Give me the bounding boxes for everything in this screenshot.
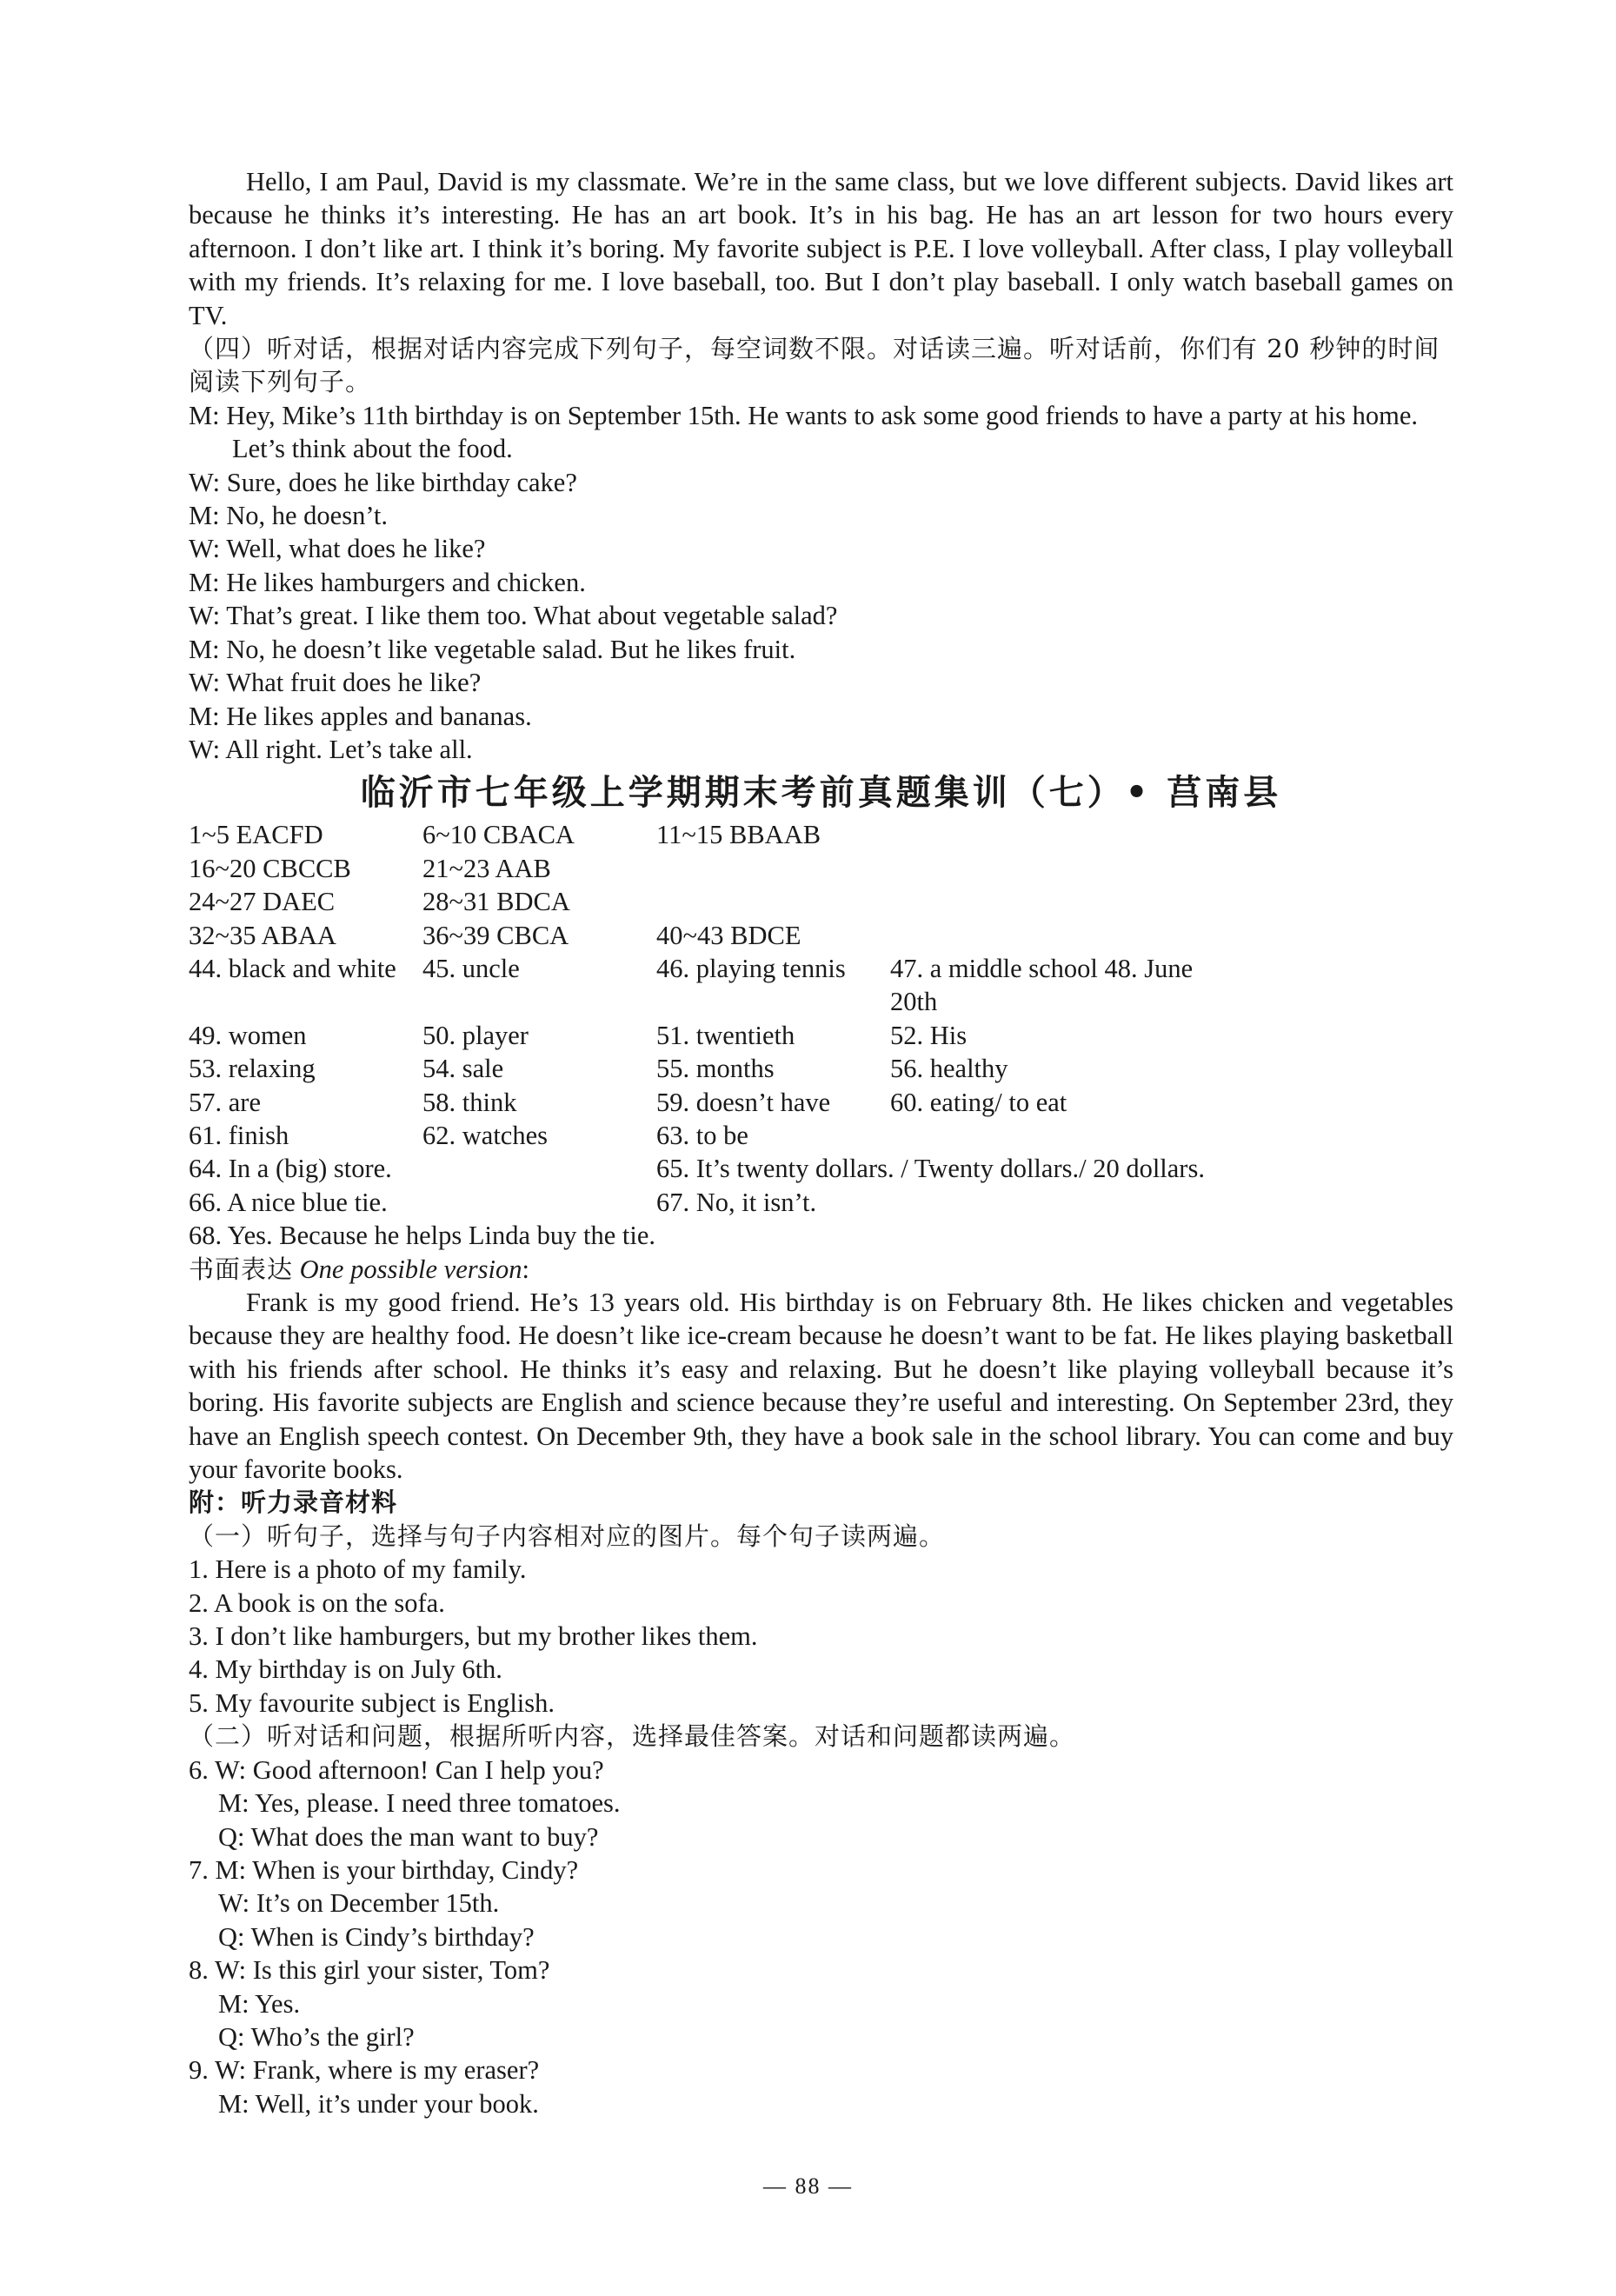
answer-cell <box>656 885 890 918</box>
answer-row <box>189 852 1453 885</box>
answer-cell: 58. think <box>422 1087 517 1117</box>
part2-instruction: （二）听对话和问题，根据所听内容，选择最佳答案。对话和问题都读两遍。 <box>189 1721 1076 1752</box>
answer-cell <box>890 1119 1238 1152</box>
answer-cell <box>890 818 1238 851</box>
dialogue-line: W: All right. Let’s take all. <box>189 734 473 764</box>
answer-cell: 6~10 CBACA <box>422 820 575 850</box>
writing-label-colon: : <box>522 1254 529 1284</box>
answer-cell: 56. healthy <box>890 1054 1008 1084</box>
part1-sentence: 1. Here is a photo of my family. <box>189 1554 527 1585</box>
answer-cell: 61. finish <box>189 1120 289 1150</box>
answer-cell <box>890 919 1238 952</box>
answer-row <box>189 1086 1453 1119</box>
answer-key <box>189 818 1453 1252</box>
answer-cell: 65. It’s twenty dollars. / Twenty dollars./ 20 dollars. <box>656 1154 1205 1184</box>
answer-cell: 59. doesn’t have <box>656 1087 831 1117</box>
dialogue-line: M: Hey, Mike’s 11th birthday is on September 15th. He wants to ask some good friends to have a party at his home. Let’s think about the food. <box>189 400 1419 464</box>
answer-cell <box>890 885 1238 918</box>
part1-sentence: 5. My favourite subject is English. <box>189 1687 555 1718</box>
dialogue-line: W: Well, what does he like? <box>189 534 486 564</box>
appendix-title: 附：听力录音材料 <box>189 1487 398 1518</box>
answer-cell: 52. His <box>890 1020 968 1050</box>
writing-label-en: One possible version <box>299 1254 522 1284</box>
part4-instruction: （四）听对话，根据对话内容完成下列句子，每空词数不限。对话读三遍。听对话前，你们有 20 秒钟的时间阅读下列句子。 <box>189 334 1440 397</box>
answer-cell: 24~27 DAEC <box>189 887 336 917</box>
answer-cell: 40~43 BDCE <box>656 920 801 950</box>
part1-sentence: 4. My birthday is on July 6th. <box>189 1654 502 1685</box>
dialogue <box>189 399 1453 766</box>
part1-sentence: 3. I don’t like hamburgers, but my brother likes them. <box>189 1621 758 1652</box>
question-line: 9. W: Frank, where is my eraser? <box>189 2055 540 2086</box>
dialogue-line: W: Sure, does he like birthday cake? <box>189 467 577 497</box>
frank-passage: Frank is my good friend. He’s 13 years old. His birthday is on February 8th. He likes chicken and vegetables because they are healthy food. He doesn’t like ice-cream because he doesn’t want to be fat. He likes playing basketball with his friends after school. He thinks it’s easy and relaxing. But he doesn’t like playing volleyball because it’s boring. His favorite subjects are English and science because they’re useful and interesting. On September 23rd, they have an English speech contest. On December 9th, they have a book sale in the school library. You can come and buy your favorite books. <box>189 1288 1453 1485</box>
answer-cell: 45. uncle <box>422 953 520 983</box>
answer-cell: 49. women <box>189 1020 307 1050</box>
answer-68: 68. Yes. Because he helps Linda buy the tie. <box>189 1221 656 1251</box>
answer-cell: 55. months <box>656 1054 775 1084</box>
answer-cell: 46. playing tennis <box>656 953 846 983</box>
question-line: M: Well, it’s under your book. <box>218 2088 539 2119</box>
answer-cell: 51. twentieth <box>656 1020 795 1050</box>
answer-cell <box>656 852 890 885</box>
answer-cell <box>890 852 1238 885</box>
dialogue-line: W: That’s great. I like them too. What about vegetable salad? <box>189 601 838 631</box>
question-line: M: Yes, please. I need three tomatoes. <box>218 1788 621 1819</box>
answer-cell: 32~35 ABAA <box>189 920 336 950</box>
answer-row <box>189 1019 1453 1052</box>
part1-instruction: （一）听句子，选择与句子内容相对应的图片。每个句子读两遍。 <box>189 1521 946 1551</box>
question-line: M: Yes. <box>218 1988 301 2019</box>
part1-sentence: 2. A book is on the sofa. <box>189 1587 445 1618</box>
paul-passage: Hello, I am Paul, David is my classmate. We’re in the same class, but we love different subjects. David likes art because he thinks it’s interesting. He has an art book. It’s in his bag. He has an art lesson for two hours every afternoon. I don’t like art. I think it’s boring. My favorite subject is P.E. I love volleyball. After class, I play volleyball with my friends. It’s relaxing for me. I love baseball, too. But I don’t play baseball. I only watch baseball games on TV. <box>189 167 1453 330</box>
answer-row <box>189 952 1453 1019</box>
dialogue-line: M: He likes apples and bananas. <box>189 701 532 731</box>
answer-cell: 11~15 BBAAB <box>656 820 821 850</box>
answer-row <box>189 1152 1453 1185</box>
answer-cell: 47. a middle school 48. June 20th <box>890 953 1194 1017</box>
answer-cell: 50. player <box>422 1020 529 1050</box>
question-line: Q: What does the man want to buy? <box>218 1821 599 1852</box>
question-line: W: It’s on December 15th. <box>218 1888 500 1919</box>
writing-label-cn: 书面表达 <box>189 1254 294 1284</box>
writing-label <box>189 1253 1453 1286</box>
answer-cell: 60. eating/ to eat <box>890 1087 1067 1117</box>
answer-row <box>189 885 1453 918</box>
question-line: Q: When is Cindy’s birthday? <box>218 1921 535 1952</box>
answer-cell: 36~39 CBCA <box>422 920 569 950</box>
page-number: — 88 — <box>763 2173 853 2199</box>
answer-row <box>189 919 1453 952</box>
section-title: 临沂市七年级上学期期末考前真题集训（七）• 莒南县 <box>360 772 1282 814</box>
answer-cell: 54. sale <box>422 1054 504 1084</box>
answer-cell: 44. black and white <box>189 953 396 983</box>
question-line: 7. M: When is your birthday, Cindy? <box>189 1854 579 1885</box>
answer-cell: 63. to be <box>656 1120 748 1150</box>
question-line: 8. W: Is this girl your sister, Tom? <box>189 1955 550 1986</box>
answer-cell: 16~20 CBCCB <box>189 853 351 883</box>
answer-cell: 62. watches <box>422 1120 548 1150</box>
answer-cell: 66. A nice blue tie. <box>189 1187 388 1217</box>
question-line: 6. W: Good afternoon! Can I help you? <box>189 1754 604 1785</box>
question-line: Q: Who’s the girl? <box>218 2021 415 2052</box>
answer-cell: 1~5 EACFD <box>189 820 323 850</box>
dialogue-line: M: No, he doesn’t like vegetable salad. But he likes fruit. <box>189 634 796 664</box>
answer-row <box>189 818 1453 851</box>
answer-row <box>189 1186 1453 1219</box>
page-content <box>189 165 1453 2120</box>
answer-cell: 57. are <box>189 1087 261 1117</box>
dialogue-line: W: What fruit does he like? <box>189 668 482 698</box>
dialogue-line: M: He likes hamburgers and chicken. <box>189 567 586 597</box>
answer-cell: 53. relaxing <box>189 1054 316 1084</box>
answer-cell: 67. No, it isn’t. <box>656 1187 817 1217</box>
answer-cell: 64. In a (big) store. <box>189 1154 392 1184</box>
dialogue-line: M: No, he doesn’t. <box>189 501 389 531</box>
answer-row <box>189 1052 1453 1085</box>
answer-cell: 28~31 BDCA <box>422 887 570 917</box>
answer-cell: 21~23 AAB <box>422 853 551 883</box>
answer-row <box>189 1119 1453 1152</box>
